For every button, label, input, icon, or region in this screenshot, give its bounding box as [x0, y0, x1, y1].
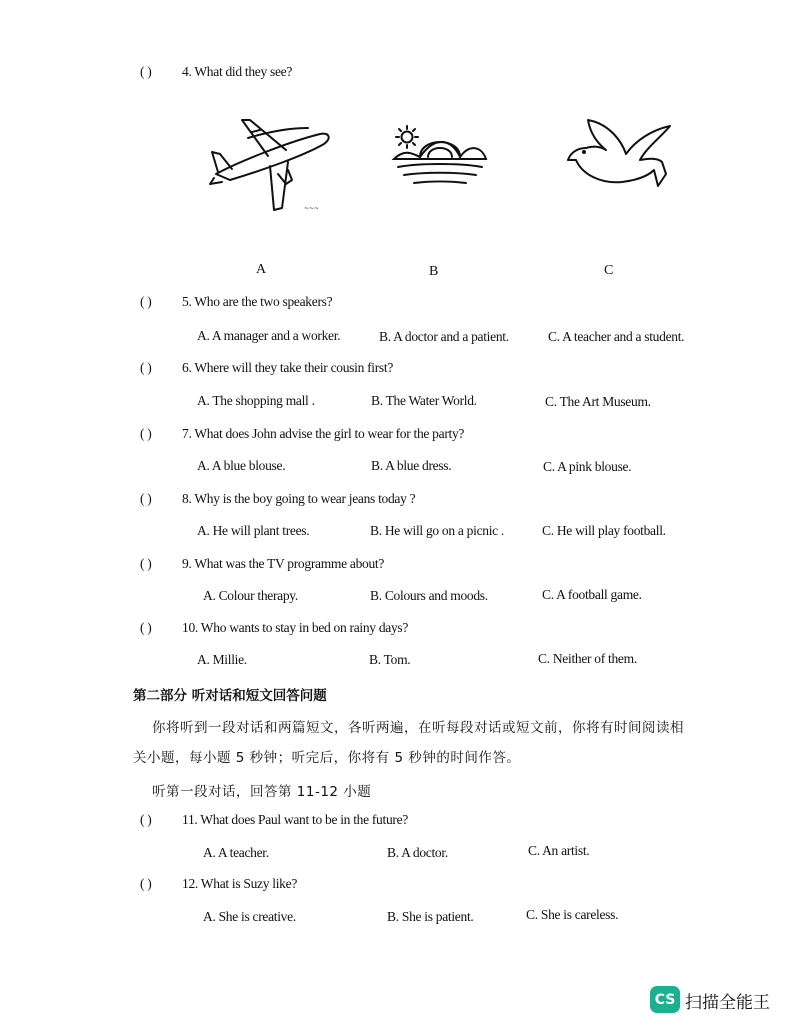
question-text: 9. What was the TV programme about?: [182, 556, 385, 571]
option-a: A. Millie.: [197, 652, 247, 667]
sub-heading: 听第一段对话，回答第 11-12 小题: [152, 784, 372, 800]
option-c: C. She is careless.: [526, 907, 619, 922]
question-10: [140, 620, 408, 636]
option-b: B. A doctor.: [387, 845, 448, 860]
question-text: 6. Where will they take their cousin first?: [182, 360, 394, 375]
svg-text:~~~: ~~~: [304, 205, 320, 212]
answer-paren: ( ): [140, 426, 152, 441]
option-a: A. A teacher.: [203, 845, 269, 860]
question-7: [140, 426, 464, 442]
answer-paren: ( ): [140, 812, 152, 827]
question-text: 7. What does John advise the girl to wear for the party?: [182, 426, 465, 441]
section-title: 第二部分 听对话和短文回答问题: [133, 688, 327, 704]
answer-paren: ( ): [140, 620, 152, 635]
option-c: C. A football game.: [542, 587, 642, 602]
question-4: [140, 64, 292, 80]
section-instruction-line2: 关小题，每小题 5 秒钟；听完后，你将有 5 秒钟的时间作答。: [133, 750, 521, 766]
answer-paren: ( ): [140, 360, 152, 375]
answer-paren: ( ): [140, 64, 152, 79]
option-a: A. A blue blouse.: [197, 458, 286, 473]
option-b: B. She is patient.: [387, 909, 474, 924]
question-6: [140, 360, 393, 376]
answer-paren: ( ): [140, 876, 152, 891]
option-a: A. The shopping mall .: [197, 393, 315, 408]
option-a: A. A manager and a worker.: [197, 328, 341, 343]
question-text: 12. What is Suzy like?: [182, 876, 298, 891]
option-c: C. Neither of them.: [538, 651, 637, 666]
question-text: 11. What does Paul want to be in the future?: [182, 812, 408, 827]
option-b: B. Tom.: [369, 652, 411, 667]
option-c: C. A teacher and a student.: [548, 329, 685, 344]
option-c: C. The Art Museum.: [545, 394, 651, 409]
option-a: A. She is creative.: [203, 909, 296, 924]
picture-label-a: A: [256, 262, 267, 277]
section-instruction-line1: 你将听到一段对话和两篇短文，各听两遍，在听每段对话或短文前，你将有时间阅读相: [152, 720, 684, 736]
option-a: A. He will plant trees.: [197, 523, 310, 538]
camscanner-logo-icon: CS: [650, 986, 680, 1013]
answer-paren: ( ): [140, 491, 152, 506]
option-b: B. A doctor and a patient.: [379, 329, 509, 344]
option-b: B. A blue dress.: [371, 458, 452, 473]
option-a: A. Colour therapy.: [203, 588, 298, 603]
question-12: [140, 876, 297, 892]
watermark-text: 扫描全能王: [685, 993, 770, 1013]
question-text: 5. Who are the two speakers?: [182, 294, 333, 309]
bird-picture: [566, 118, 672, 194]
question-text: 4. What did they see?: [182, 64, 293, 79]
answer-paren: ( ): [140, 556, 152, 571]
option-c: C. A pink blouse.: [543, 459, 632, 474]
question-8: [140, 491, 415, 507]
option-b: B. Colours and moods.: [370, 588, 488, 603]
question-text: 10. Who wants to stay in bed on rainy days?: [182, 620, 409, 635]
question-5: [140, 294, 332, 310]
question-9: [140, 556, 384, 572]
question-11: [140, 812, 408, 828]
picture-label-c: C: [604, 263, 614, 278]
option-b: B. The Water World.: [371, 393, 477, 408]
picture-label-b: B: [429, 264, 439, 279]
answer-paren: ( ): [140, 294, 152, 309]
sunset-picture: [390, 123, 490, 189]
option-c: C. He will play football.: [542, 523, 666, 538]
option-b: B. He will go on a picnic .: [370, 523, 504, 538]
airplane-picture: [208, 112, 333, 214]
question-text: 8. Why is the boy going to wear jeans today ?: [182, 491, 416, 506]
option-c: C. An artist.: [528, 843, 590, 858]
